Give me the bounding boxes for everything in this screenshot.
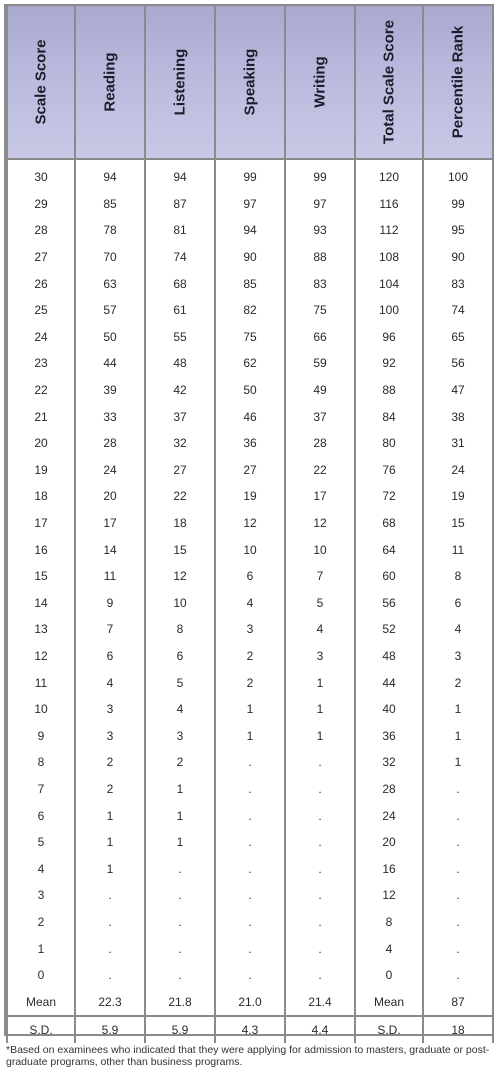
table-cell: 4 <box>285 616 355 643</box>
table-cell: 75 <box>215 324 285 351</box>
table-cell: 17 <box>285 483 355 510</box>
table-cell: 10 <box>145 590 215 617</box>
table-cell: . <box>215 935 285 962</box>
table-cell: 49 <box>285 377 355 404</box>
table-cell: 2 <box>145 749 215 776</box>
table-cell: . <box>423 776 493 803</box>
table-cell: 1 <box>423 696 493 723</box>
mean-row <box>7 988 493 1016</box>
table-cell: 32 <box>355 749 423 776</box>
table-cell: 88 <box>285 244 355 271</box>
table-cell: 1 <box>285 669 355 696</box>
table-cell: 5 <box>145 669 215 696</box>
table-cell: 48 <box>145 350 215 377</box>
table-cell: 7 <box>75 616 145 643</box>
table-cell: 8 <box>423 563 493 590</box>
table-cell: 16 <box>355 855 423 882</box>
table-cell: 83 <box>423 270 493 297</box>
table-cell: 6 <box>145 643 215 670</box>
table-cell: 44 <box>75 350 145 377</box>
table-row <box>7 217 493 244</box>
table-cell: 23 <box>7 350 75 377</box>
table-cell: . <box>215 829 285 856</box>
table-cell: 16 <box>7 536 75 563</box>
table-cell: 120 <box>355 159 423 191</box>
header-label: Speaking <box>241 48 259 116</box>
table-cell: Mean <box>7 988 75 1016</box>
table-cell: . <box>423 962 493 989</box>
table-cell: 21.4 <box>285 988 355 1016</box>
table-cell: . <box>423 802 493 829</box>
table-row <box>7 536 493 563</box>
table-row <box>7 590 493 617</box>
table-cell: 24 <box>355 802 423 829</box>
table-cell: 65 <box>423 324 493 351</box>
table-row <box>7 159 493 191</box>
table-cell: 44 <box>355 669 423 696</box>
table-cell: 12 <box>145 563 215 590</box>
table-cell: 99 <box>215 159 285 191</box>
table-cell: 30 <box>7 159 75 191</box>
table-cell: 27 <box>7 244 75 271</box>
table-cell: 2 <box>423 669 493 696</box>
header-scale-score <box>7 6 75 159</box>
table-cell: . <box>285 855 355 882</box>
table-cell: 5.9 <box>145 1016 215 1043</box>
table-cell: . <box>145 909 215 936</box>
header-label: Writing <box>311 56 329 108</box>
table-cell: 1 <box>285 696 355 723</box>
table-cell: . <box>285 829 355 856</box>
table-cell: 4 <box>75 669 145 696</box>
table-row <box>7 377 493 404</box>
table-cell: 56 <box>355 590 423 617</box>
table-cell: 9 <box>7 722 75 749</box>
table-cell: 21.0 <box>215 988 285 1016</box>
table-cell: 26 <box>7 270 75 297</box>
table-cell: . <box>423 882 493 909</box>
table-cell: . <box>423 935 493 962</box>
header-total-scale-score <box>355 6 423 159</box>
table-cell: 56 <box>423 350 493 377</box>
table-cell: 11 <box>423 536 493 563</box>
table-cell: 11 <box>75 563 145 590</box>
table-cell: 36 <box>215 430 285 457</box>
table-cell: 15 <box>423 510 493 537</box>
footnote: *Based on examinees who indicated that they were applying for admission to masters, graduate or post-graduate programs, other than business programs. <box>6 1044 490 1068</box>
table-cell: 94 <box>215 217 285 244</box>
sd-row <box>7 1016 493 1043</box>
table-cell: 55 <box>145 324 215 351</box>
table-row <box>7 696 493 723</box>
table-cell: 94 <box>75 159 145 191</box>
table-cell: 19 <box>7 457 75 484</box>
header-writing <box>285 6 355 159</box>
table-cell: 108 <box>355 244 423 271</box>
table-row <box>7 510 493 537</box>
table-cell: 7 <box>7 776 75 803</box>
table-cell: 1 <box>145 829 215 856</box>
table-cell: 11 <box>7 669 75 696</box>
table-cell: 1 <box>75 802 145 829</box>
table-cell: 60 <box>355 563 423 590</box>
table-cell: 57 <box>75 297 145 324</box>
table-cell: 95 <box>423 217 493 244</box>
table-cell: 4.4 <box>285 1016 355 1043</box>
table-cell: 28 <box>7 217 75 244</box>
table-row <box>7 430 493 457</box>
table-cell: 59 <box>285 350 355 377</box>
table-cell: 1 <box>423 722 493 749</box>
table-row <box>7 350 493 377</box>
table-row <box>7 643 493 670</box>
table-cell: 29 <box>7 191 75 218</box>
table-cell: . <box>75 882 145 909</box>
table-row <box>7 722 493 749</box>
table-cell: 4.3 <box>215 1016 285 1043</box>
table-cell: 37 <box>285 403 355 430</box>
table-cell: 27 <box>145 457 215 484</box>
table-cell: 96 <box>355 324 423 351</box>
table-cell: 2 <box>215 669 285 696</box>
table-row <box>7 563 493 590</box>
table-cell: 63 <box>75 270 145 297</box>
table-cell: 104 <box>355 270 423 297</box>
table-cell: 4 <box>215 590 285 617</box>
table-cell: 0 <box>7 962 75 989</box>
table-cell: 14 <box>7 590 75 617</box>
table-cell: . <box>215 776 285 803</box>
table-row <box>7 297 493 324</box>
table-cell: 6 <box>423 590 493 617</box>
table-cell: . <box>75 909 145 936</box>
table-cell: . <box>75 935 145 962</box>
table-cell: . <box>285 749 355 776</box>
table-cell: 12 <box>355 882 423 909</box>
table-cell: 74 <box>145 244 215 271</box>
table-cell: 5 <box>285 590 355 617</box>
table-cell: 24 <box>7 324 75 351</box>
table-cell: 12 <box>215 510 285 537</box>
table-row <box>7 962 493 989</box>
table-cell: . <box>215 802 285 829</box>
table-cell: 17 <box>7 510 75 537</box>
table-cell: 85 <box>215 270 285 297</box>
table-cell: 1 <box>145 776 215 803</box>
table-cell: . <box>423 909 493 936</box>
table-body <box>7 159 493 1043</box>
table-row <box>7 909 493 936</box>
table-cell: 13 <box>7 616 75 643</box>
table-cell: 100 <box>423 159 493 191</box>
table-cell: 0 <box>355 962 423 989</box>
header-label: Total Scale Score <box>380 20 398 144</box>
table-cell: 1 <box>75 829 145 856</box>
table-cell: 6 <box>215 563 285 590</box>
table-cell: 100 <box>355 297 423 324</box>
table-cell: 39 <box>75 377 145 404</box>
table-cell: 3 <box>145 722 215 749</box>
table-cell: 50 <box>75 324 145 351</box>
table-cell: 1 <box>215 722 285 749</box>
table-cell: 15 <box>7 563 75 590</box>
table-cell: 83 <box>285 270 355 297</box>
table-cell: . <box>215 962 285 989</box>
table-cell: 12 <box>285 510 355 537</box>
table-cell: . <box>145 935 215 962</box>
table-row <box>7 802 493 829</box>
table-cell: 74 <box>423 297 493 324</box>
table-header <box>7 6 493 159</box>
table-cell: 31 <box>423 430 493 457</box>
table-cell: . <box>215 749 285 776</box>
table-cell: . <box>145 855 215 882</box>
table-cell: 3 <box>75 696 145 723</box>
table-cell: 22 <box>285 457 355 484</box>
table-cell: 18 <box>145 510 215 537</box>
table-cell: 8 <box>7 749 75 776</box>
table-cell: S.D. <box>7 1016 75 1043</box>
table-cell: 2 <box>215 643 285 670</box>
table-cell: 18 <box>7 483 75 510</box>
table-cell: . <box>285 909 355 936</box>
table-cell: 1 <box>215 696 285 723</box>
header-reading <box>75 6 145 159</box>
table-cell: 112 <box>355 217 423 244</box>
table-cell: 76 <box>355 457 423 484</box>
table-row <box>7 669 493 696</box>
table-cell: 1 <box>285 722 355 749</box>
table-cell: 88 <box>355 377 423 404</box>
table-cell: 24 <box>75 457 145 484</box>
table-cell: 14 <box>75 536 145 563</box>
table-cell: . <box>145 962 215 989</box>
table-cell: 15 <box>145 536 215 563</box>
table-cell: 99 <box>423 191 493 218</box>
table-cell: 2 <box>75 749 145 776</box>
table-cell: 97 <box>285 191 355 218</box>
table-cell: 24 <box>423 457 493 484</box>
table-row <box>7 749 493 776</box>
table-cell: 21 <box>7 403 75 430</box>
table-row <box>7 457 493 484</box>
table-cell: 3 <box>75 722 145 749</box>
table-row <box>7 403 493 430</box>
table-cell: . <box>423 829 493 856</box>
table-cell: . <box>215 855 285 882</box>
header-label: Reading <box>101 52 119 112</box>
table-cell: 62 <box>215 350 285 377</box>
table-row <box>7 855 493 882</box>
table-cell: 2 <box>75 776 145 803</box>
table-cell: 5.9 <box>75 1016 145 1043</box>
table-cell: 22 <box>145 483 215 510</box>
table-row <box>7 776 493 803</box>
table-row <box>7 191 493 218</box>
table-cell: 6 <box>75 643 145 670</box>
table-cell: 50 <box>215 377 285 404</box>
table-cell: S.D. <box>355 1016 423 1043</box>
score-table-container <box>4 4 494 1036</box>
table-cell: 68 <box>355 510 423 537</box>
table-cell: 4 <box>145 696 215 723</box>
table-cell: 17 <box>75 510 145 537</box>
table-cell: 84 <box>355 403 423 430</box>
table-cell: 25 <box>7 297 75 324</box>
table-cell: 28 <box>285 430 355 457</box>
table-cell: 75 <box>285 297 355 324</box>
table-cell: 19 <box>423 483 493 510</box>
table-cell: 48 <box>355 643 423 670</box>
table-cell: 20 <box>75 483 145 510</box>
table-cell: 72 <box>355 483 423 510</box>
table-cell: 22 <box>7 377 75 404</box>
table-row <box>7 244 493 271</box>
table-cell: 3 <box>7 882 75 909</box>
table-cell: 99 <box>285 159 355 191</box>
table-cell: . <box>285 776 355 803</box>
table-cell: 12 <box>7 643 75 670</box>
table-cell: 1 <box>7 935 75 962</box>
table-cell: 1 <box>75 855 145 882</box>
table-cell: . <box>215 909 285 936</box>
table-cell: 80 <box>355 430 423 457</box>
table-cell: 3 <box>423 643 493 670</box>
table-cell: 5 <box>7 829 75 856</box>
table-cell: 4 <box>355 935 423 962</box>
score-conversion-table <box>6 6 494 1043</box>
table-cell: 93 <box>285 217 355 244</box>
table-cell: 10 <box>7 696 75 723</box>
table-cell: 28 <box>75 430 145 457</box>
table-cell: 78 <box>75 217 145 244</box>
header-label: Percentile Rank <box>449 25 467 139</box>
table-row <box>7 270 493 297</box>
table-cell: 64 <box>355 536 423 563</box>
table-cell: . <box>285 935 355 962</box>
table-cell: 116 <box>355 191 423 218</box>
table-cell: 1 <box>145 802 215 829</box>
table-cell: . <box>285 802 355 829</box>
table-cell: 68 <box>145 270 215 297</box>
table-cell: . <box>423 855 493 882</box>
header-speaking <box>215 6 285 159</box>
table-cell: 61 <box>145 297 215 324</box>
header-percentile-rank <box>423 6 493 159</box>
table-cell: 97 <box>215 191 285 218</box>
table-cell: 81 <box>145 217 215 244</box>
table-cell: 3 <box>285 643 355 670</box>
header-label: Listening <box>171 48 189 116</box>
table-cell: 1 <box>423 749 493 776</box>
table-cell: 28 <box>355 776 423 803</box>
table-cell: 46 <box>215 403 285 430</box>
table-cell: 85 <box>75 191 145 218</box>
table-cell: 22.3 <box>75 988 145 1016</box>
table-cell: 36 <box>355 722 423 749</box>
table-cell: 8 <box>355 909 423 936</box>
table-row <box>7 935 493 962</box>
table-cell: 70 <box>75 244 145 271</box>
table-cell: 27 <box>215 457 285 484</box>
table-cell: 32 <box>145 430 215 457</box>
table-cell: 92 <box>355 350 423 377</box>
header-listening <box>145 6 215 159</box>
table-cell: 9 <box>75 590 145 617</box>
table-cell: 10 <box>215 536 285 563</box>
table-row <box>7 882 493 909</box>
table-cell: 94 <box>145 159 215 191</box>
table-cell: 3 <box>215 616 285 643</box>
table-cell: 42 <box>145 377 215 404</box>
table-cell: 20 <box>355 829 423 856</box>
table-cell: 87 <box>423 988 493 1016</box>
table-cell: 87 <box>145 191 215 218</box>
table-cell: 38 <box>423 403 493 430</box>
table-cell: 47 <box>423 377 493 404</box>
table-cell: 33 <box>75 403 145 430</box>
table-cell: 6 <box>7 802 75 829</box>
table-row <box>7 324 493 351</box>
table-cell: 4 <box>7 855 75 882</box>
table-cell: . <box>75 962 145 989</box>
table-cell: 82 <box>215 297 285 324</box>
table-row <box>7 483 493 510</box>
table-cell: 40 <box>355 696 423 723</box>
table-row <box>7 829 493 856</box>
table-cell: 7 <box>285 563 355 590</box>
table-cell: 37 <box>145 403 215 430</box>
table-cell: 20 <box>7 430 75 457</box>
header-label: Scale Score <box>32 39 50 125</box>
table-cell: 10 <box>285 536 355 563</box>
table-cell: 21.8 <box>145 988 215 1016</box>
table-cell: Mean <box>355 988 423 1016</box>
table-cell: 19 <box>215 483 285 510</box>
table-cell: 18 <box>423 1016 493 1043</box>
table-cell: . <box>145 882 215 909</box>
table-cell: 52 <box>355 616 423 643</box>
table-cell: 2 <box>7 909 75 936</box>
table-cell: . <box>285 962 355 989</box>
table-cell: . <box>215 882 285 909</box>
table-cell: . <box>285 882 355 909</box>
table-cell: 90 <box>215 244 285 271</box>
table-cell: 90 <box>423 244 493 271</box>
table-row <box>7 616 493 643</box>
table-cell: 8 <box>145 616 215 643</box>
table-cell: 66 <box>285 324 355 351</box>
table-cell: 4 <box>423 616 493 643</box>
